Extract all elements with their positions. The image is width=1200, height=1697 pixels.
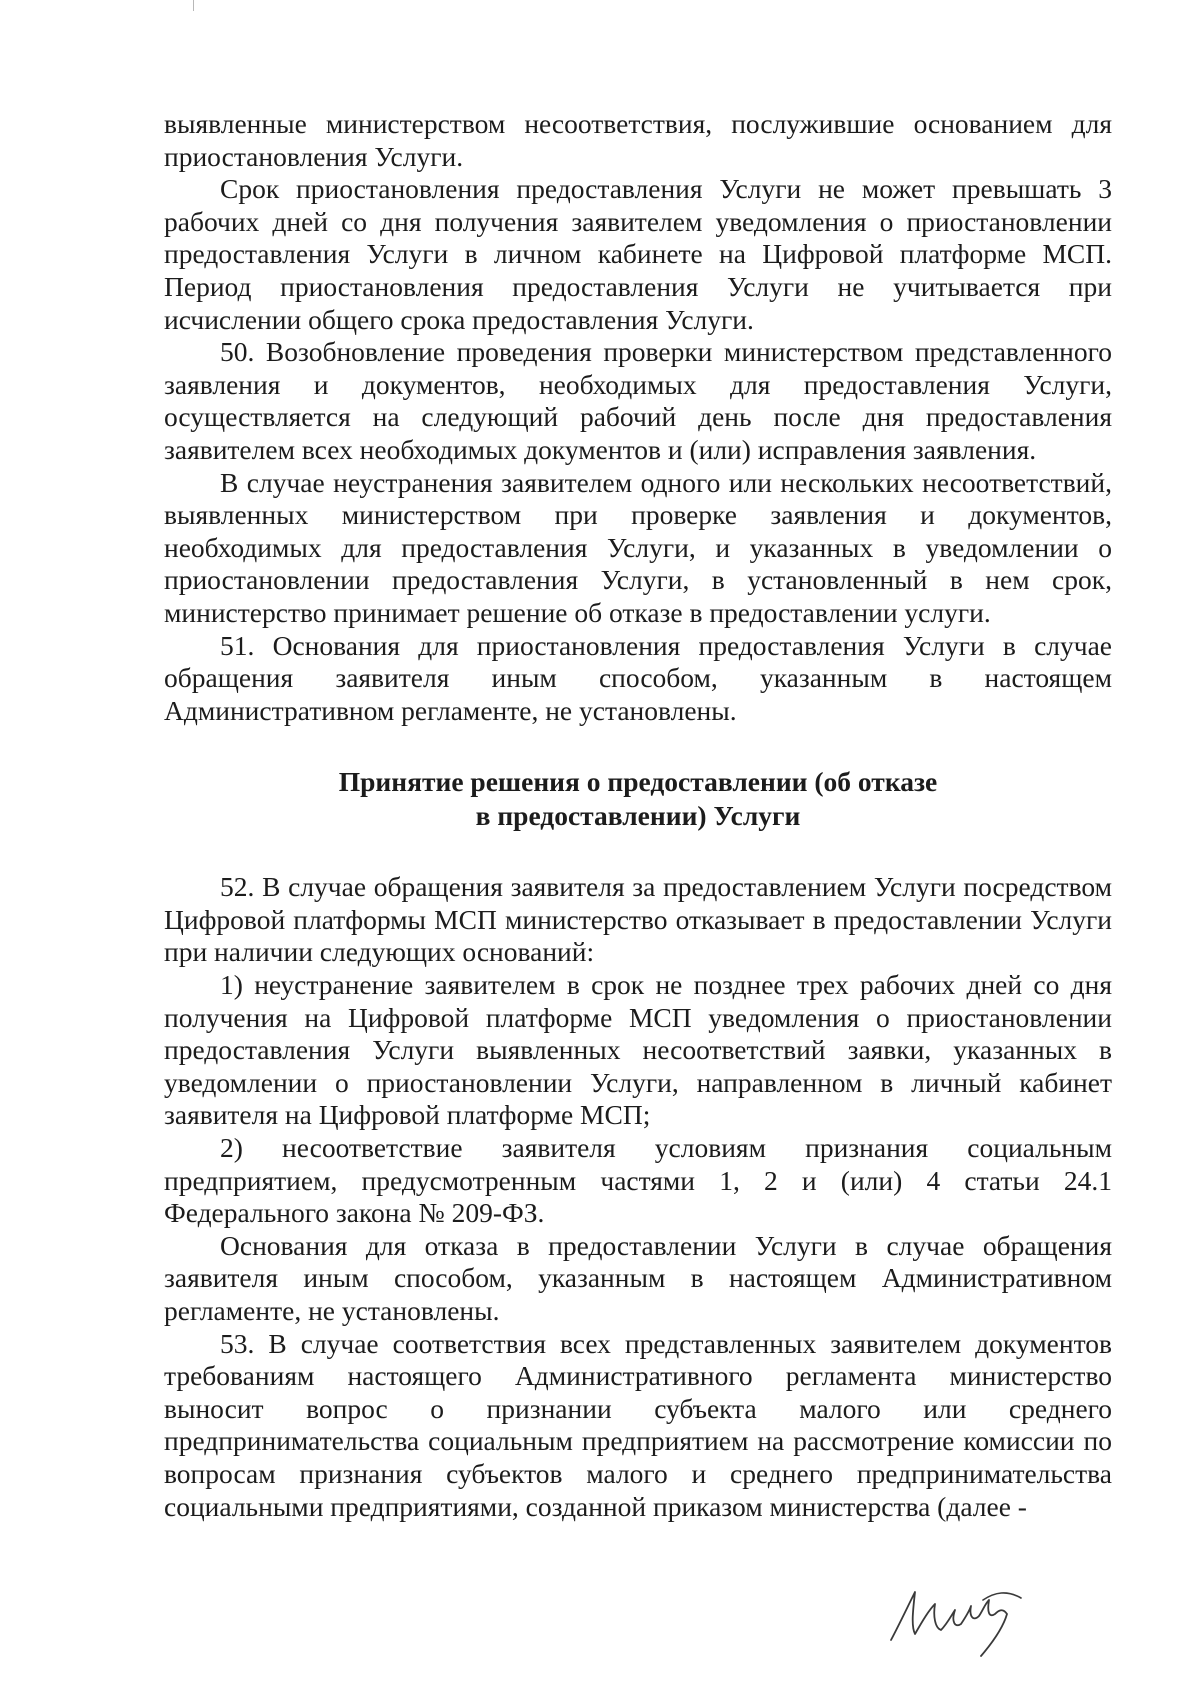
paragraph-suspension-term: Срок приостановления предоставления Услуги не может превышать 3 рабочих дней со дня получения заявителем уведомления о приостановлении предоставления Услуги в личном кабинете на Цифровой платформе МСП. Период приостановления предоставления Услуги не учитывается при исчислении общего срока предоставления Услуги. <box>164 173 1112 335</box>
paragraph-52-item-2: 2) несоответствие заявителя условиям признания социальным предприятием, предусмотренным частями 1, 2 и (или) 4 статьи 24.1 Федерального закона № 209-ФЗ. <box>164 1132 1112 1229</box>
paragraph-51: 51. Основания для приостановления предоставления Услуги в случае обращения заявителя иным способом, указанным в настоящем Административном регламенте, не установлены. <box>164 629 1112 726</box>
scan-edge-mark <box>193 0 194 11</box>
paragraph-52-item-1: 1) неустранение заявителем в срок не позднее трех рабочих дней со дня получения на Цифровой платформе МСП уведомления о приостановлении предоставления Услуги выявленных несоответствий заявки, указанных в уведомлении о приостановлении Услуги, направленном в личный кабинет заявителя на Цифровой платформе МСП; <box>164 969 1112 1131</box>
section-heading-line-1: Принятие решения о предоставлении (об отказе <box>338 766 938 798</box>
section-heading-line-2: в предоставлении) Услуги <box>475 800 801 832</box>
paragraph-52: 52. В случае обращения заявителя за предоставлением Услуги посредством Цифровой платформы МСП министерство отказывает в предоставлении Услуги при наличии следующих оснований: <box>164 871 1112 968</box>
signature-icon <box>885 1570 1035 1660</box>
paragraph-non-elimination: В случае неустранения заявителем одного или нескольких несоответствий, выявленных министерством при проверке заявления и документов, необходимых для предоставления Услуги, и указанных в уведомлении о приостановлении предоставления Услуги, в установленный в нем срок, министерство принимает решение об отказе в предоставлении услуги. <box>164 466 1112 628</box>
paragraph-53: 53. В случае соответствия всех представленных заявителем документов требованиям настоящего Административного регламента министерство выносит вопрос о признании субъекта малого или среднего предпринимательства социальным предприятием на рассмотрение комиссии по вопросам признания субъектов малого и среднего предпринимательства социальными предприятиями, созданной приказом министерства (далее - <box>164 1327 1112 1522</box>
paragraph-refusal-other-method: Основания для отказа в предоставлении Услуги в случае обращения заявителя иным способом, указанным в настоящем Административном регламенте, не установлены. <box>164 1229 1112 1326</box>
section-heading <box>164 765 1112 833</box>
document-body <box>164 108 1112 1523</box>
paragraph-50: 50. Возобновление проведения проверки министерством представленного заявления и документов, необходимых для предоставления Услуги, осуществляется на следующий рабочий день после дня предоставления заявителем всех необходимых документов и (или) исправления заявления. <box>164 336 1112 465</box>
paragraph-continuation: выявленные министерством несоответствия, послужившие основанием для приостановления Услуги. <box>164 108 1112 172</box>
